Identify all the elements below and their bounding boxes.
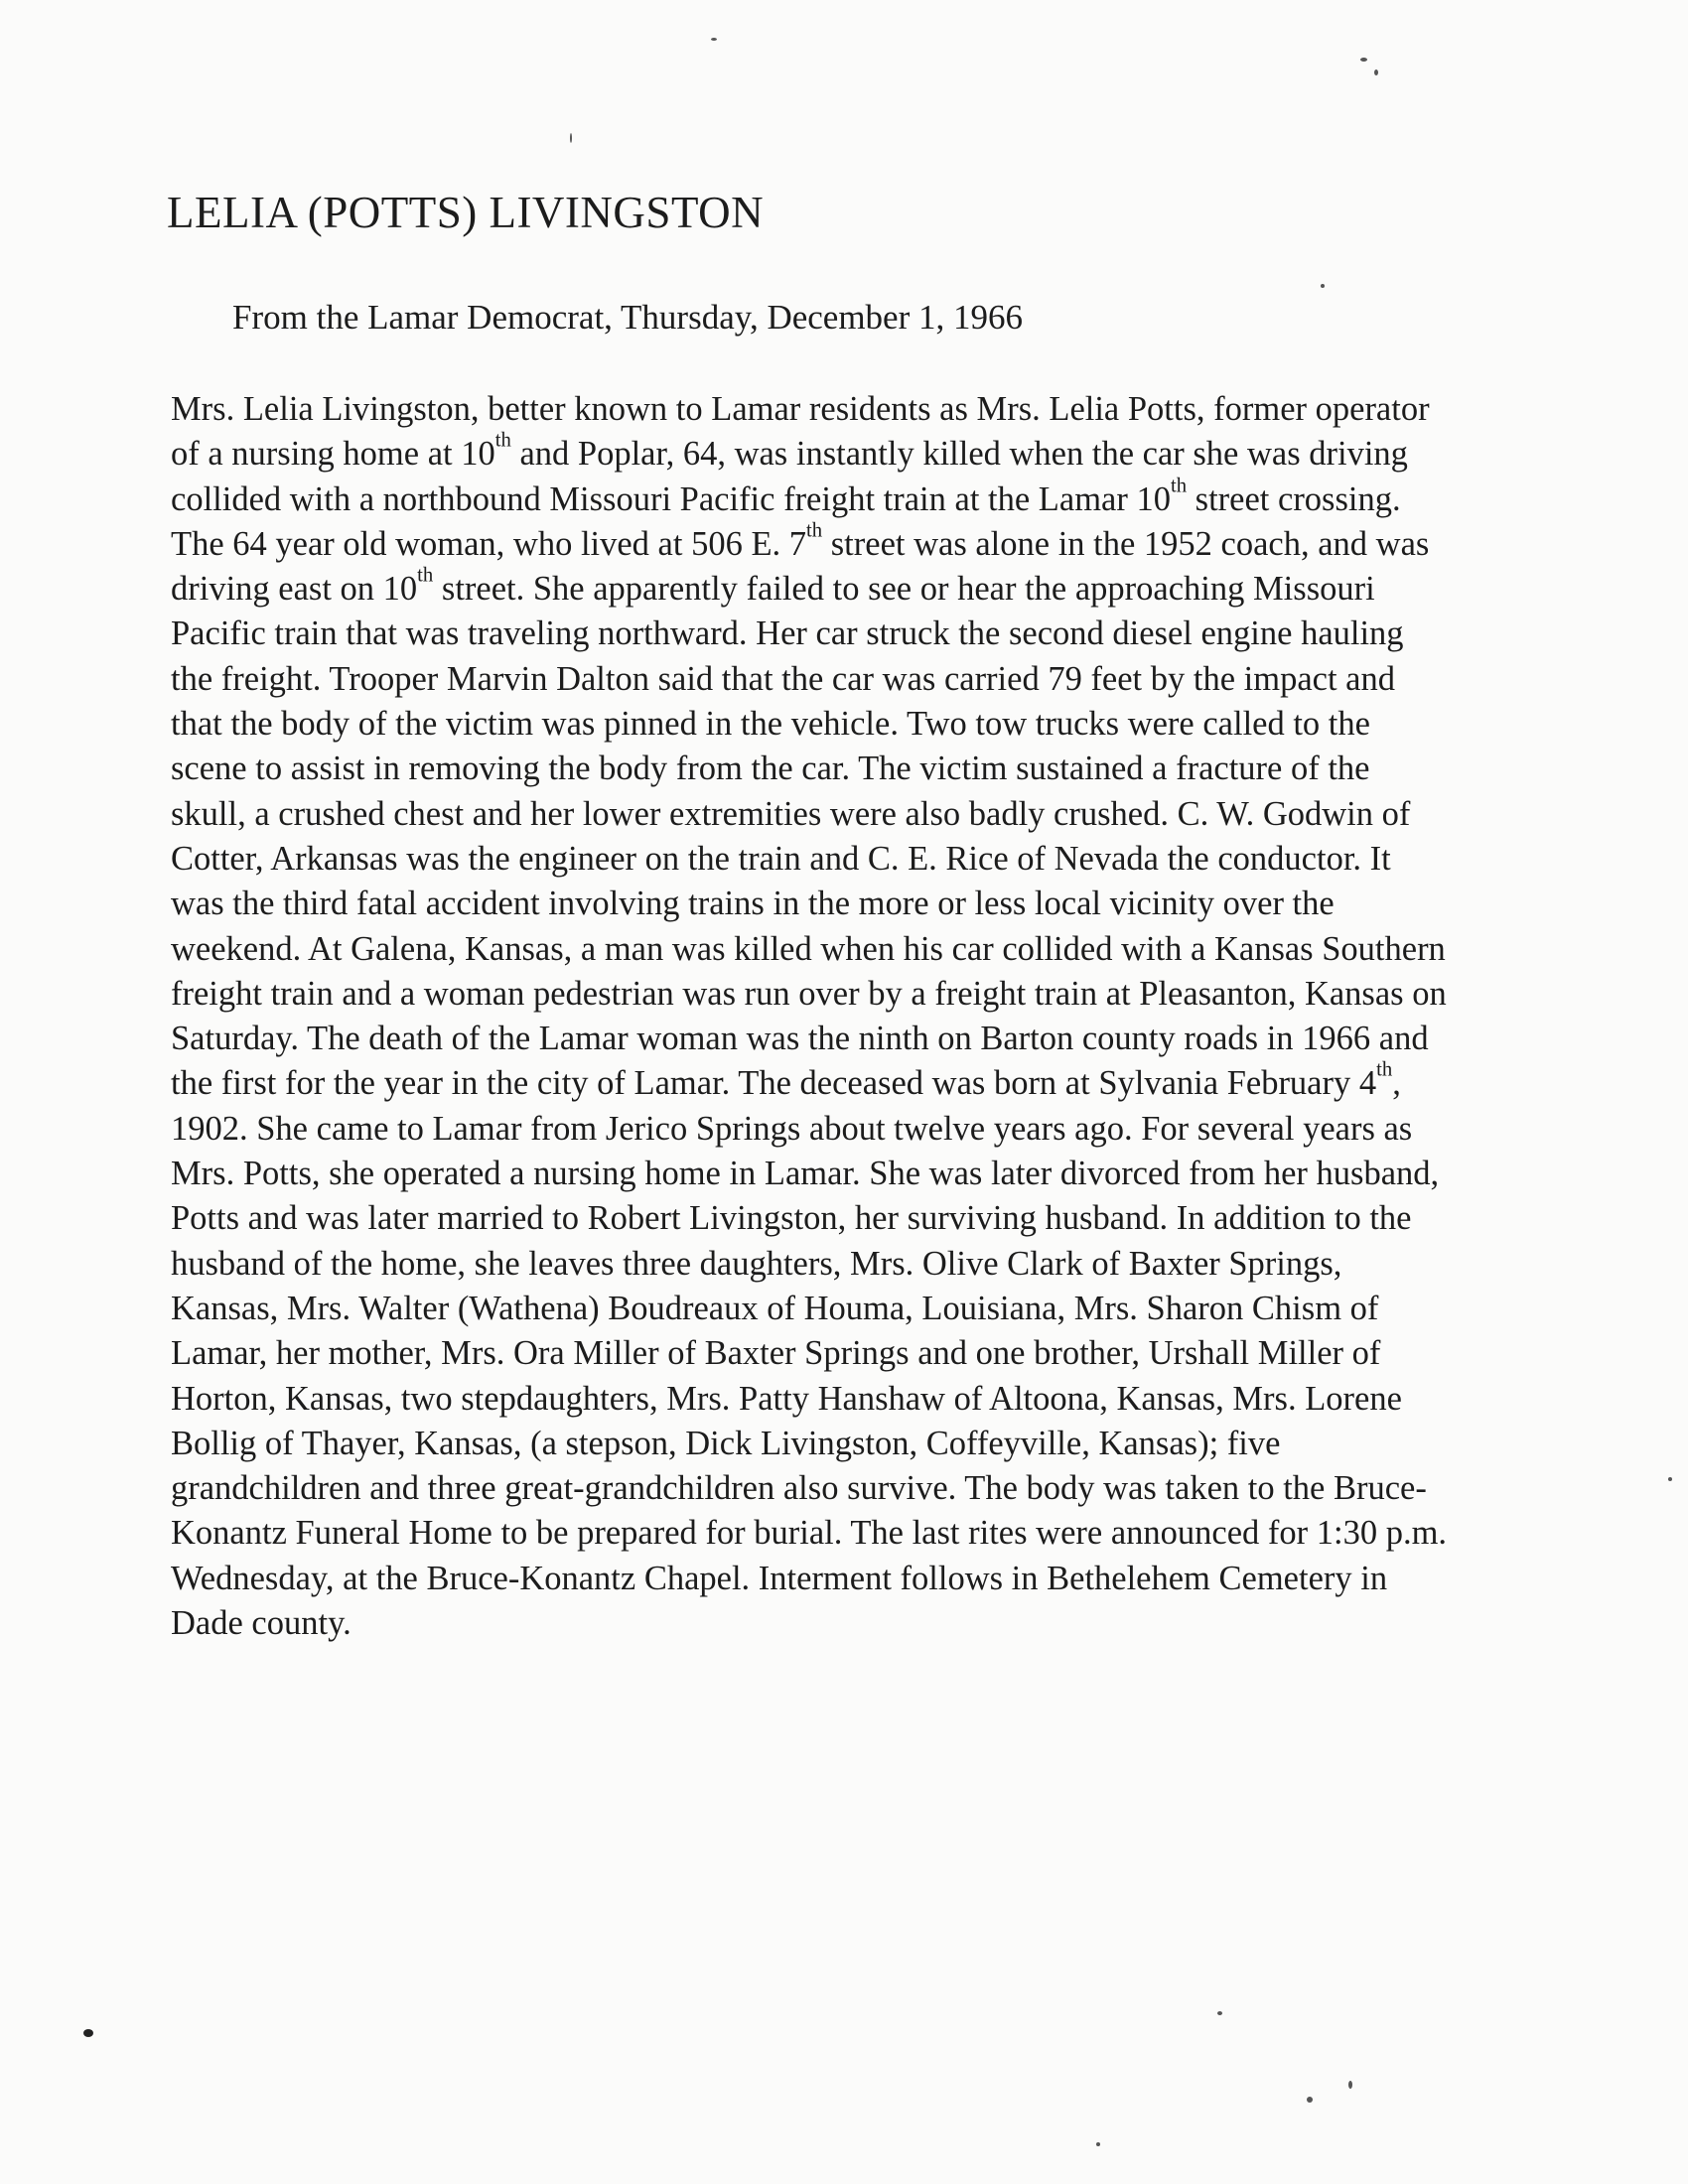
- scan-speck: [1307, 2097, 1313, 2103]
- body-text-segment: Horton, Kansas, two stepdaughters, Mrs. Patty Hanshaw of Altoona, Kansas, Mrs. Lorene: [171, 1379, 1402, 1418]
- body-line: [171, 1196, 1660, 1241]
- body-text-segment: Saturday. The death of the Lamar woman was the ninth on Barton county roads in 1966 and: [171, 1020, 1429, 1058]
- scan-speck: [1217, 2011, 1222, 2015]
- scan-speck: [1348, 2081, 1352, 2089]
- body-text-segment: Dade county.: [171, 1604, 352, 1643]
- body-text-segment: street was alone in the 1952 coach, and was: [822, 524, 1430, 563]
- body-line: [171, 792, 1660, 837]
- obituary-body: [171, 387, 1660, 1646]
- body-text-segment: Kansas, Mrs. Walter (Wathena) Boudreaux of Houma, Louisiana, Mrs. Sharon Chism of: [171, 1289, 1379, 1327]
- scan-speck: [711, 38, 717, 41]
- body-line: [171, 1511, 1660, 1556]
- body-line: [171, 657, 1660, 702]
- body-text-segment: grandchildren and three great-grandchildren also survive. The body was taken to the Bruce-: [171, 1469, 1427, 1508]
- body-text-segment: Konantz Funeral Home to be prepared for burial. The last rites were announced for 1:30 p.m.: [171, 1514, 1448, 1553]
- ordinal-suffix: th: [806, 519, 823, 542]
- body-text-segment: Cotter, Arkansas was the engineer on the train and C. E. Rice of Nevada the conductor. It: [171, 839, 1391, 878]
- scan-speck: [1360, 58, 1367, 62]
- scan-speck: [570, 133, 572, 143]
- body-line: [171, 519, 1660, 567]
- body-text-segment: was the third fatal accident involving trains in the more or less local vicinity over the: [171, 885, 1335, 923]
- ordinal-suffix: th: [1376, 1058, 1393, 1081]
- body-text-segment: the first for the year in the city of Lamar. The deceased was born at Sylvania February 4: [171, 1064, 1377, 1103]
- body-text-segment: Pacific train that was traveling northward. Her car struck the second diesel engine hauling: [171, 614, 1404, 653]
- body-line: [171, 1152, 1660, 1196]
- body-text-segment: and Poplar, 64, was instantly killed when the car she was driving: [510, 435, 1408, 474]
- body-line: [171, 927, 1660, 972]
- body-text-segment: The 64 year old woman, who lived at 506 E. 7: [171, 524, 807, 563]
- body-text-segment: Mrs. Potts, she operated a nursing home in Lamar. She was later divorced from her husband,: [171, 1155, 1440, 1193]
- body-line: [171, 882, 1660, 926]
- body-line: [171, 1601, 1660, 1646]
- body-text-segment: Lamar, her mother, Mrs. Ora Miller of Baxter Springs and one brother, Urshall Miller of: [171, 1334, 1381, 1373]
- document-title: LELIA (POTTS) LIVINGSTON: [167, 188, 765, 237]
- scan-speck: [1374, 69, 1378, 75]
- source-line: From the Lamar Democrat, Thursday, December 1, 1966: [232, 298, 1023, 337]
- body-line: [171, 837, 1660, 882]
- body-text-segment: skull, a crushed chest and her lower extremities were also badly crushed. C. W. Godwin of: [171, 794, 1411, 833]
- body-text-segment: 1902. She came to Lamar from Jerico Springs about twelve years ago. For several years as: [171, 1109, 1413, 1148]
- body-line: [171, 1557, 1660, 1601]
- body-line: [171, 702, 1660, 747]
- ordinal-suffix: th: [1170, 474, 1188, 496]
- body-line: [171, 1287, 1660, 1331]
- ordinal-suffix: th: [417, 564, 434, 587]
- body-line: [171, 1107, 1660, 1152]
- body-line: [171, 1377, 1660, 1422]
- scan-speck: [1668, 1477, 1672, 1481]
- body-line: [171, 564, 1660, 612]
- body-line: [171, 612, 1660, 656]
- body-text-segment: the freight. Trooper Marvin Dalton said that the car was carried 79 feet by the impact and: [171, 659, 1395, 698]
- body-line: [171, 474, 1660, 522]
- body-line: [171, 972, 1660, 1017]
- body-line: [171, 1466, 1660, 1511]
- body-text-segment: Potts and was later married to Robert Livingston, her surviving husband. In addition to the: [171, 1199, 1412, 1238]
- body-text-segment: street. She apparently failed to see or hear the approaching Missouri: [433, 570, 1375, 609]
- body-text-segment: driving east on 10: [171, 570, 418, 609]
- body-text-segment: scene to assist in removing the body from the car. The victim sustained a fracture of the: [171, 750, 1370, 788]
- body-text-segment: street crossing.: [1187, 479, 1401, 518]
- body-text-segment: ,: [1392, 1064, 1401, 1103]
- body-text-segment: collided with a northbound Missouri Pacific freight train at the Lamar 10: [171, 479, 1171, 518]
- body-text-segment: freight train and a woman pedestrian was run over by a freight train at Pleasanton, Kansas on: [171, 974, 1447, 1013]
- scan-speck: [1096, 2142, 1100, 2146]
- body-text-segment: that the body of the victim was pinned in the vehicle. Two tow trucks were called to the: [171, 705, 1370, 744]
- body-line: [171, 1331, 1660, 1376]
- body-text-segment: Bollig of Thayer, Kansas, (a stepson, Dick Livingston, Coffeyville, Kansas); five: [171, 1424, 1281, 1462]
- body-text-segment: Wednesday, at the Bruce-Konantz Chapel. Interment follows in Bethelehem Cemetery in: [171, 1559, 1388, 1597]
- body-line: [171, 387, 1660, 432]
- body-text-segment: husband of the home, she leaves three daughters, Mrs. Olive Clark of Baxter Springs,: [171, 1244, 1342, 1283]
- scan-speck: [1321, 284, 1325, 288]
- body-line: [171, 1242, 1660, 1287]
- body-line: [171, 747, 1660, 791]
- scan-speck: [83, 2029, 93, 2037]
- body-text-segment: Mrs. Lelia Livingston, better known to Lamar residents as Mrs. Lelia Potts, former operator: [171, 390, 1430, 428]
- body-line: [171, 1058, 1660, 1106]
- body-line: [171, 1017, 1660, 1061]
- body-line: [171, 1422, 1660, 1466]
- body-line: [171, 429, 1660, 477]
- body-text-segment: of a nursing home at 10: [171, 435, 495, 474]
- body-text-segment: weekend. At Galena, Kansas, a man was killed when his car collided with a Kansas Southern: [171, 929, 1446, 968]
- ordinal-suffix: th: [494, 429, 511, 452]
